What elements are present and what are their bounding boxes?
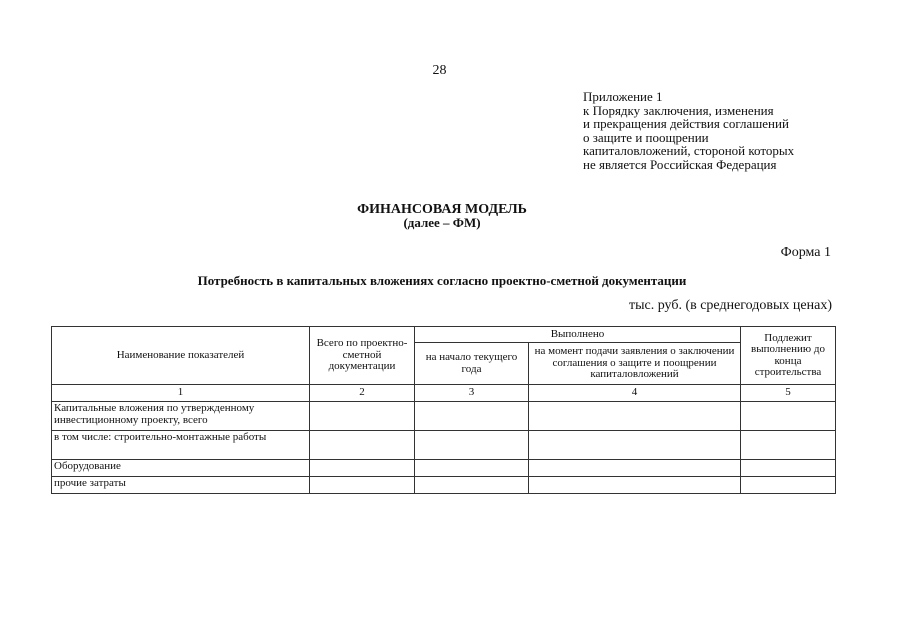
form-label: Форма 1 [780,245,831,260]
header-done: Выполнено [415,327,741,343]
column-number: 2 [310,385,415,402]
table-cell [310,402,415,431]
row-name: Капитальные вложения по утвержденному инвестиционному проекту, всего [52,402,310,431]
table-row [52,402,836,431]
table-cell [529,460,741,477]
table-row [52,460,836,477]
appendix-line: к Порядку заключения, изменения [583,102,774,118]
units-note: тыс. руб. (в среднегодовых ценах) [628,298,832,313]
header-done-start: на начало текущего года [415,343,529,385]
table-row [52,477,836,494]
column-number: 1 [52,385,310,402]
row-name: прочие затраты [52,477,310,494]
capital-investment-table [51,326,836,494]
appendix-line: и прекращения действия соглашений [583,116,789,131]
table-cell [529,402,741,431]
table-cell [310,477,415,494]
document-subtitle: (далее – ФМ) [403,215,481,230]
header-done-moment: на момент подачи заявления о заключении соглашения о защите и поощрении капиталовложений [529,343,741,385]
table-cell [310,431,415,460]
table-cell [310,460,415,477]
page-number: 28 [432,63,447,78]
table-cell [415,460,529,477]
appendix-note [583,90,794,171]
appendix-line: не является Российская Федерация [583,156,777,172]
appendix-line: о защите и поощрении [583,129,709,145]
header-remaining: Подлежит выполнению до конца строительства [741,327,836,385]
table-cell [741,431,836,460]
table-cell [415,402,529,431]
row-name: Оборудование [52,460,310,477]
header-name: Наименование показателей [52,327,310,385]
table-cell [741,402,836,431]
table-cell [415,431,529,460]
table-cell [741,477,836,494]
appendix-line: Приложение 1 [583,89,663,104]
table-cell [529,431,741,460]
column-number: 3 [415,385,529,402]
appendix-line: капиталовложений, стороной которых [583,143,795,158]
row-name: в том числе: строительно-монтажные работы [52,431,310,460]
table-row [52,431,836,460]
document-title: ФИНАНСОВАЯ МОДЕЛЬ [357,202,527,217]
table-cell [529,477,741,494]
column-number: 5 [741,385,836,402]
header-total: Всего по проектно-сметной документации [310,327,415,385]
section-title: Потребность в капитальных вложениях согласно проектно-сметной документации [197,273,687,288]
table-cell [741,460,836,477]
table-cell [415,477,529,494]
column-number: 4 [529,385,741,402]
